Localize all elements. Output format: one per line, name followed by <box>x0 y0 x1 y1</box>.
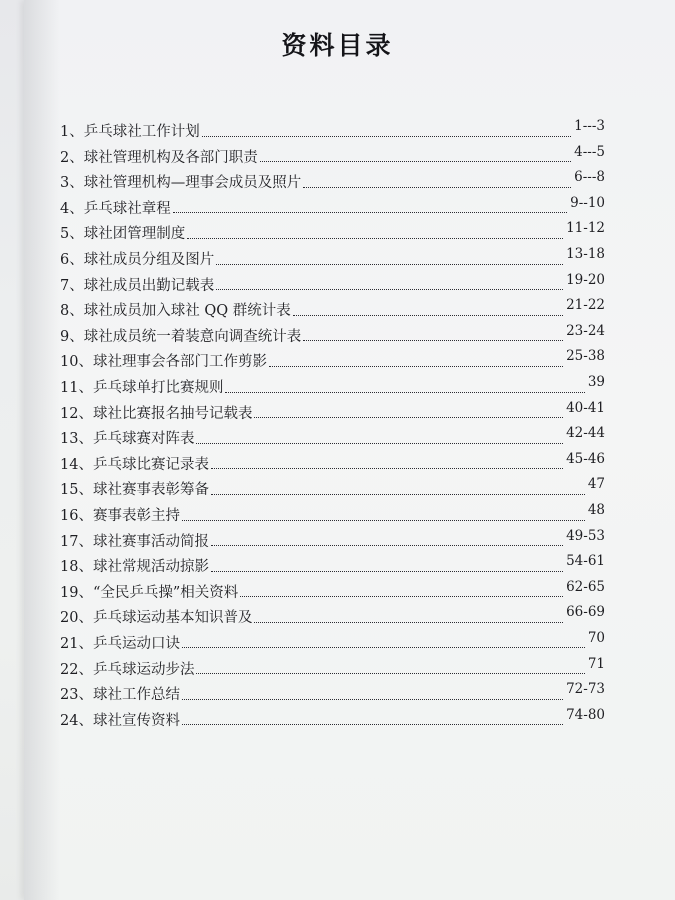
toc-dot-leader <box>211 571 563 572</box>
toc-entry-pages: 42-44 <box>566 425 605 442</box>
toc-entry-pages: 62-65 <box>566 578 605 595</box>
toc-entry-label: 24、球社宣传资料 <box>60 712 180 729</box>
toc-dot-leader <box>182 647 585 648</box>
toc-entry <box>60 193 605 219</box>
toc-entry <box>60 526 605 552</box>
toc-dot-leader <box>254 417 563 418</box>
toc-entry <box>60 142 605 168</box>
toc-entry-label: 16、赛事表彰主持 <box>60 508 180 524</box>
toc-entry-pages: 70 <box>587 629 605 646</box>
toc-entry-label: 14、乒乓球比赛记录表 <box>60 456 209 473</box>
toc-dot-leader <box>240 596 563 597</box>
toc-dot-leader <box>211 468 563 469</box>
toc-entry <box>60 295 605 321</box>
toc-entry-pages: 54-61 <box>566 553 605 570</box>
toc-dot-leader <box>303 187 571 188</box>
toc-dot-leader <box>216 264 563 265</box>
toc-entry-pages: 72-73 <box>566 681 605 698</box>
toc-entry-pages: 74-80 <box>566 706 605 723</box>
toc-entry <box>60 346 605 372</box>
toc-dot-leader <box>216 289 563 290</box>
toc-entry <box>60 321 605 347</box>
toc-entry-label: 4、乒乓球社章程 <box>60 200 171 217</box>
toc-entry <box>60 398 605 424</box>
toc-entry-label: 7、球社成员出勤记载表 <box>60 277 215 294</box>
toc-entry-label: 20、乒乓球运动基本知识普及 <box>60 610 253 627</box>
toc-entry-label: 8、球社成员加入球社 QQ 群统计表 <box>60 303 291 320</box>
toc-entry-label: 11、乒乓球单打比赛规则 <box>60 380 224 397</box>
toc-entry-pages: 6---8 <box>574 169 605 186</box>
toc-entry-label: 19、“全民乒乓操”相关资料 <box>60 584 239 601</box>
toc-entry <box>60 244 605 270</box>
page-edge-shadow <box>24 0 60 900</box>
toc-entry <box>60 500 605 526</box>
toc-dot-leader <box>182 724 563 725</box>
toc-entry-pages: 25-38 <box>566 348 605 365</box>
toc-entry-pages: 21-22 <box>566 297 605 314</box>
toc-dot-leader <box>211 545 563 546</box>
toc-entry-label: 17、球社赛事活动简报 <box>60 533 209 550</box>
toc-entry <box>60 449 605 475</box>
toc-entry-pages: 49-53 <box>566 527 605 544</box>
toc-entry <box>60 653 605 679</box>
toc-entry-label: 1、乒乓球社工作计划 <box>60 124 200 141</box>
toc-dot-leader <box>260 161 571 162</box>
toc-entry-pages: 13-18 <box>566 246 605 263</box>
toc-entry-label: 18、球社常规活动掠影 <box>60 559 209 576</box>
toc-dot-leader <box>293 315 563 316</box>
page-title: 资料目录 <box>281 31 394 60</box>
toc-dot-leader <box>187 238 563 239</box>
toc-entry <box>60 270 605 296</box>
toc-entry-label: 2、球社管理机构及各部门职责 <box>60 149 258 166</box>
toc-dot-leader <box>225 392 584 393</box>
toc-entry-label: 15、球社赛事表彰筹备 <box>60 482 209 499</box>
toc-entry <box>60 705 605 731</box>
toc-entry-label: 13、乒乓球赛对阵表 <box>60 431 195 448</box>
toc-entry-pages: 9--10 <box>570 194 605 211</box>
toc-entry <box>60 474 605 500</box>
toc-dot-leader <box>182 520 585 521</box>
toc-entry-label: 6、球社成员分组及图片 <box>60 252 215 269</box>
toc-dot-leader <box>196 673 584 674</box>
toc-dot-leader <box>196 443 563 444</box>
toc-entry-pages: 40-41 <box>566 399 605 416</box>
toc-entry <box>60 679 605 705</box>
toc-dot-leader <box>211 494 585 495</box>
toc-entry <box>60 167 605 193</box>
toc-entry <box>60 372 605 398</box>
toc-entry <box>60 628 605 654</box>
toc-dot-leader <box>269 366 563 367</box>
toc-entry-pages: 39 <box>587 374 605 391</box>
toc-entry-pages: 1---3 <box>574 118 605 135</box>
toc-entry <box>60 551 605 577</box>
toc-entry <box>60 423 605 449</box>
toc-dot-leader <box>182 699 563 700</box>
toc-entry <box>60 218 605 244</box>
toc-entry-pages: 4---5 <box>574 143 605 160</box>
toc-entry-pages: 66-69 <box>566 604 605 621</box>
table-of-contents <box>60 116 605 730</box>
toc-entry-pages: 11-12 <box>566 220 605 237</box>
toc-entry-label: 9、球社成员统一着装意向调查统计表 <box>60 328 302 345</box>
toc-entry-label: 12、球社比赛报名抽号记载表 <box>60 405 253 422</box>
toc-entry-pages: 48 <box>587 502 605 518</box>
toc-entry-label: 23、球社工作总结 <box>60 687 180 704</box>
toc-entry-pages: 47 <box>587 476 605 493</box>
toc-dot-leader <box>173 212 567 213</box>
toc-entry-label: 21、乒乓运动口诀 <box>60 635 180 652</box>
toc-entry <box>60 602 605 628</box>
toc-entry-label: 10、球社理事会各部门工作剪影 <box>60 354 267 371</box>
toc-dot-leader <box>202 136 571 137</box>
toc-entry-pages: 71 <box>587 655 605 672</box>
toc-entry-label: 5、球社团管理制度 <box>60 226 186 243</box>
toc-entry-pages: 23-24 <box>566 322 605 339</box>
toc-entry-pages: 19-20 <box>566 271 605 288</box>
toc-dot-leader <box>254 622 563 623</box>
toc-entry-label: 22、乒乓球运动步法 <box>60 661 195 678</box>
toc-entry <box>60 116 605 142</box>
toc-entry <box>60 577 605 603</box>
toc-dot-leader <box>303 340 563 341</box>
toc-entry-label: 3、球社管理机构—理事会成员及照片 <box>60 175 302 192</box>
toc-entry-pages: 45-46 <box>566 450 605 467</box>
